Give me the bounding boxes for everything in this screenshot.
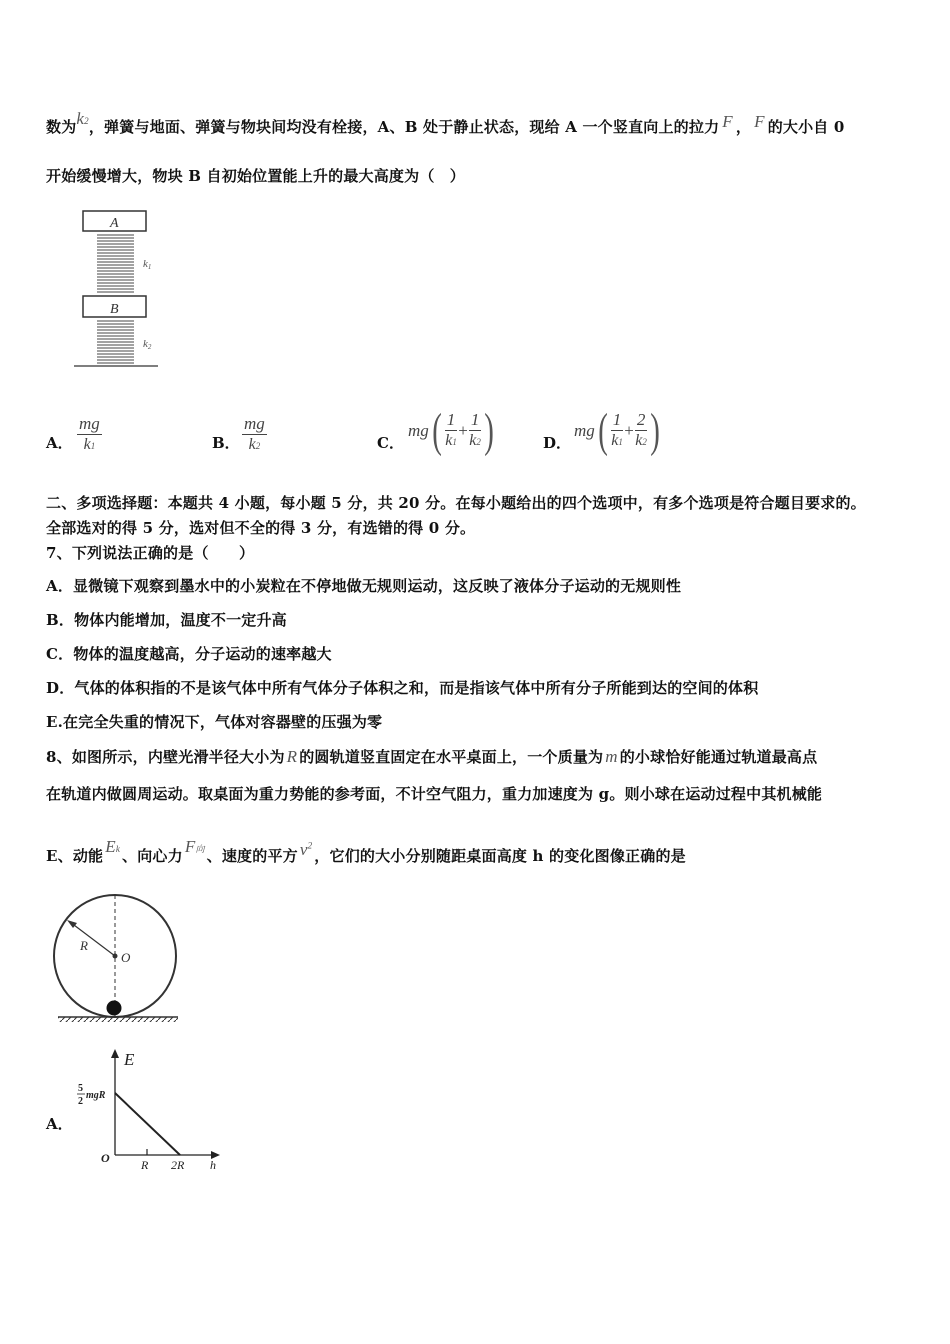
q7-option-d[interactable]: D．气体的体积指的不是该气体中所有气体分子体积之和，而是指该气体中所有分子所能到达的空间的体积 <box>46 679 759 697</box>
spring-k2-label: k2 <box>143 338 152 351</box>
y-value-den: 2 <box>78 1096 83 1107</box>
q6-line1-mid: ，弹簧与地面、弹簧与物块间均没有栓接，A、B 处于静止状态，现给 A 一个竖直向上的拉力 <box>88 118 720 136</box>
q8-line1: 8、如图所示，内壁光滑半径大小为 R 的圆轨道竖直固定在水平桌面上，一个质量为 m 的小球恰好能通过轨道最高点 <box>46 747 818 766</box>
q8-option-a-label[interactable]: A． <box>46 1115 73 1133</box>
spring-k2 <box>97 321 134 363</box>
circular-track-figure <box>50 888 185 1028</box>
v-squared-variable: $v^2$ <box>299 840 313 859</box>
Ek-variable: Ek <box>105 837 121 856</box>
block-b-label: B <box>110 302 119 317</box>
spring-k1 <box>97 235 134 292</box>
q8-line3: E、动能 Ek 、向心力 F向 、速度的平方 $v^2$，它们的大小分别随距桌面高度 h 的变化图像正确的是 <box>46 837 686 865</box>
q6-line1-pre: 数为 <box>46 118 77 136</box>
q6-option-a-label[interactable]: A． <box>46 434 73 452</box>
spring-blocks-figure <box>70 205 170 371</box>
q6-option-c-formula: mg( $\frac{1}{k1}$ + $\frac{1}{k2}$ ) <box>408 404 495 457</box>
q8-line2: 在轨道内做圆周运动。取桌面为重力势能的参考面，不计空气阻力，重力加速度为 g。则小球在运动过程中其机械能 <box>46 785 823 803</box>
m-variable: m <box>605 747 618 766</box>
k2-variable: k2 <box>76 109 89 128</box>
origin-label: O <box>101 1151 110 1165</box>
x-axis-label: h <box>210 1158 216 1172</box>
radius-line <box>70 922 115 956</box>
q6-option-d-formula: mg( $\frac{1}{k1}$ + $\frac{2}{k2}$ ) <box>574 404 661 457</box>
q7-option-c[interactable]: C．物体的温度越高，分子运动的速率越大 <box>46 645 332 663</box>
q6-option-c-label[interactable]: C． <box>377 434 404 452</box>
q6-option-b-formula: $\frac{mg}{k2}$ <box>244 414 265 453</box>
table-hatching <box>58 1017 178 1022</box>
R-variable: R <box>286 747 298 766</box>
center-label: O <box>121 950 131 965</box>
q7-option-b[interactable]: B．物体内能增加，温度不一定升高 <box>46 611 287 629</box>
q6-option-b-label[interactable]: B． <box>212 434 240 452</box>
y-value-num: 5 <box>78 1083 83 1094</box>
energy-line <box>115 1093 180 1155</box>
F-centripetal-variable: F向 <box>184 837 205 856</box>
x-tick2-label: 2R <box>171 1158 185 1172</box>
y-axis-arrow-icon <box>111 1049 119 1058</box>
ball <box>107 1001 122 1016</box>
q6-line1-end: 的大小自 0 <box>767 118 845 136</box>
center-dot <box>113 954 118 959</box>
q6-option-d-label[interactable]: D． <box>543 434 572 452</box>
radius-label: R <box>80 938 88 953</box>
F-variable: F <box>722 112 733 131</box>
block-a-label: A <box>110 216 119 231</box>
q7-option-e[interactable]: E.在完全失重的情况下，气体对容器壁的压强为零 <box>46 713 383 731</box>
q6-line1: 数为k2，弹簧与地面、弹簧与物块间均没有栓接，A、B 处于静止状态，现给 A 一个竖直向上的拉力 F ， F 的大小自 0 <box>46 109 845 136</box>
q7-option-a[interactable]: A．显微镜下观察到墨水中的小炭粒在不停地做无规则运动，这反映了液体分子运动的无规则性 <box>46 577 682 595</box>
section2-line1: 二、多项选择题：本题共 4 小题，每小题 5 分，共 20 分。在每小题给出的四个选项中，有多个选项是符合题目要求的。 <box>46 494 866 512</box>
x-tick1-label: R <box>141 1158 149 1172</box>
q8-option-a-graph <box>75 1045 235 1175</box>
q6-option-a-formula: $\frac{mg}{k1}$ <box>79 414 100 453</box>
spring-k1-label: k1 <box>143 258 152 271</box>
y-value-suffix: mgR <box>86 1090 106 1101</box>
section2-line2: 全部选对的得 5 分，选对但不全的得 3 分，有选错的得 0 分。 <box>46 519 476 537</box>
y-axis-label: E <box>124 1050 135 1069</box>
F-variable-2: F <box>754 112 765 131</box>
q6-line2: 开始缓慢增大，物块 B 自初始位置能上升的最大高度为（ ） <box>46 167 465 185</box>
q7-stem: 7、下列说法正确的是（ ） <box>46 544 255 562</box>
